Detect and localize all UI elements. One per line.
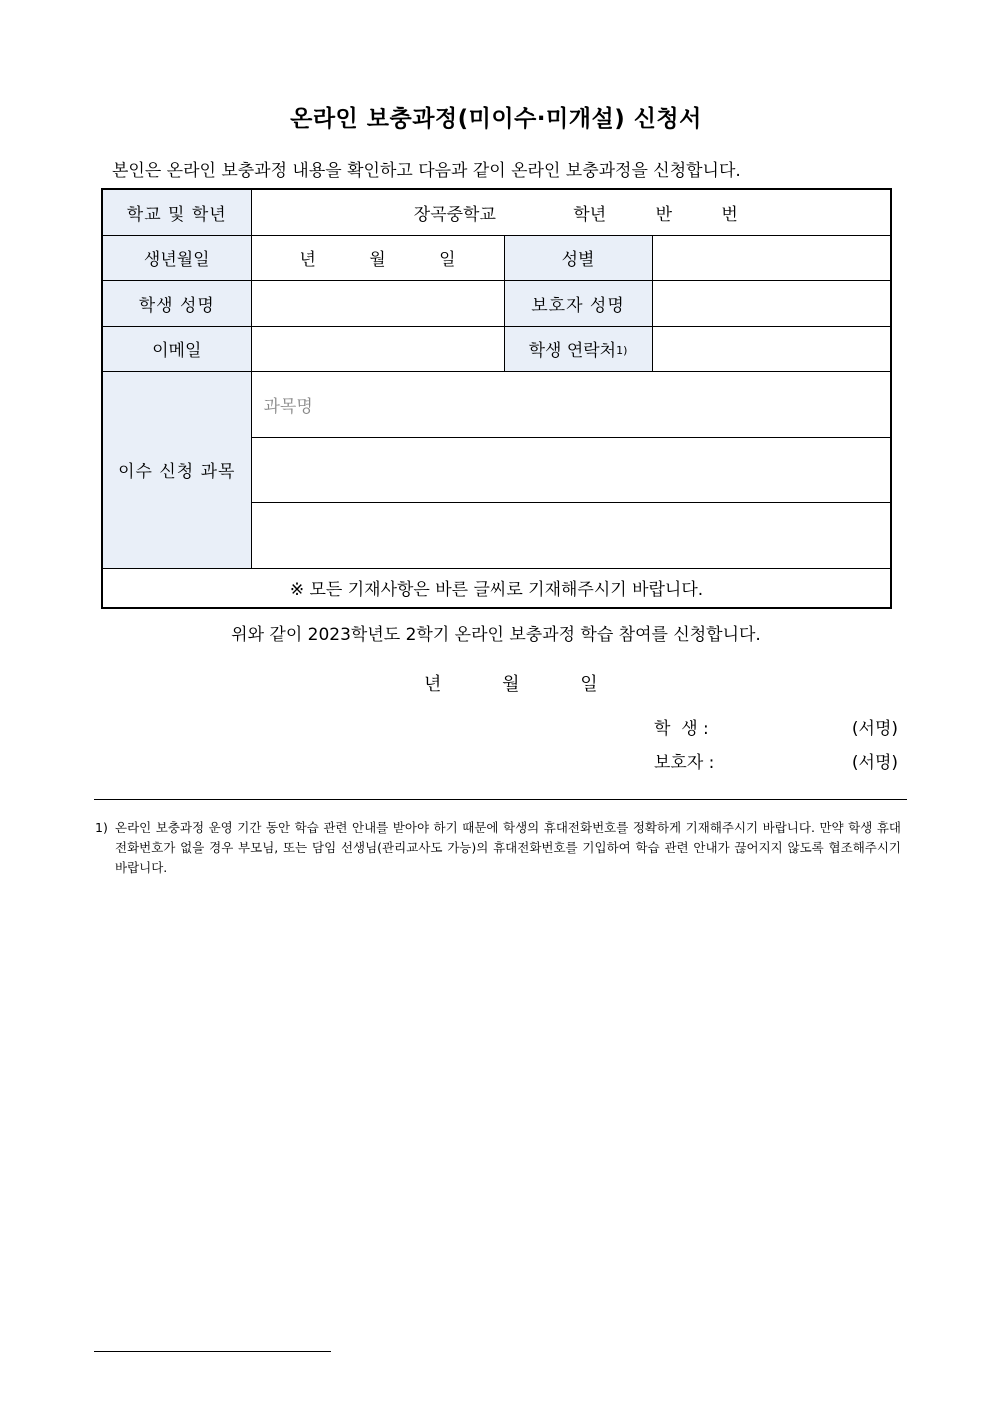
student-signature-label: 학 생 : bbox=[654, 719, 709, 739]
subject-field-2[interactable] bbox=[251, 437, 891, 502]
footnote-text: 온라인 보충과정 운영 기간 동안 학습 관련 안내를 받아야 하기 때문에 학생의 휴대전화번호를 정확하게 기재해주시기 바랍니다. 만약 학생 휴대전화번호가 없을 경우 부모님, 또는 담임 선생님(관리교사도 가능)의 휴대전화번호를 기입하여 학습 관련 안내가 끊어지지 않도록 협조해주시기 바랍니다. bbox=[115, 820, 901, 875]
birth-year-unit: 년 bbox=[299, 250, 316, 270]
guardian-name-field[interactable] bbox=[652, 280, 891, 326]
row-contact bbox=[102, 326, 891, 371]
footnote-divider-bottom bbox=[94, 1351, 331, 1352]
birth-label: 생년월일 bbox=[102, 235, 251, 280]
row-names bbox=[102, 280, 891, 326]
student-contact-label: 학생 연락처 bbox=[528, 341, 617, 361]
student-contact-label-cell bbox=[504, 326, 652, 371]
subject-field-3[interactable] bbox=[251, 502, 891, 568]
gender-field[interactable] bbox=[652, 235, 891, 280]
footnote-divider-top bbox=[94, 799, 907, 800]
application-form-table bbox=[101, 188, 892, 609]
school-grade-label: 학교 및 학년 bbox=[102, 189, 251, 235]
intro-text: 본인은 온라인 보충과정 내용을 확인하고 다음과 같이 온라인 보충과정을 신청합니다. bbox=[112, 161, 741, 181]
row-subject-1 bbox=[102, 371, 891, 437]
guardian-name-label: 보호자 성명 bbox=[504, 280, 652, 326]
row-school-grade bbox=[102, 189, 891, 235]
student-contact-field[interactable] bbox=[652, 326, 891, 371]
signature-month-unit: 월 bbox=[502, 674, 520, 695]
school-grade-field[interactable] bbox=[251, 189, 891, 235]
guardian-signature-row[interactable] bbox=[654, 748, 898, 772]
birth-field[interactable] bbox=[251, 235, 504, 280]
guardian-signature-mark: (서명) bbox=[851, 753, 898, 773]
footnote bbox=[95, 818, 901, 878]
student-name-field[interactable] bbox=[251, 280, 504, 326]
birth-day-unit: 일 bbox=[439, 250, 456, 270]
student-name-label: 학생 성명 bbox=[102, 280, 251, 326]
gender-label: 성별 bbox=[504, 235, 652, 280]
document-title: 온라인 보충과정(미이수·미개설) 신청서 bbox=[290, 106, 702, 132]
student-signature-mark: (서명) bbox=[851, 719, 898, 739]
school-name: 장곡중학교 bbox=[413, 204, 496, 225]
email-field[interactable] bbox=[251, 326, 504, 371]
guardian-signature-label: 보호자 : bbox=[654, 753, 715, 773]
pledge-text: 위와 같이 2023학년도 2학기 온라인 보충과정 학습 참여를 신청합니다. bbox=[231, 625, 761, 645]
number-unit: 번 bbox=[721, 204, 738, 225]
footnote-ref: 1) bbox=[616, 344, 628, 357]
student-signature-row[interactable] bbox=[654, 714, 898, 738]
signature-year-unit: 년 bbox=[424, 674, 442, 695]
birth-month-unit: 월 bbox=[369, 250, 386, 270]
grade-unit: 학년 bbox=[573, 204, 607, 225]
subjects-label: 이수 신청 과목 bbox=[102, 371, 251, 568]
signature-day-unit: 일 bbox=[580, 674, 598, 695]
email-label: 이메일 bbox=[102, 326, 251, 371]
footnote-number: 1) bbox=[95, 820, 108, 835]
row-birth-gender bbox=[102, 235, 891, 280]
form-notice: ※ 모든 기재사항은 바른 글씨로 기재해주시기 바랍니다. bbox=[102, 568, 891, 608]
class-unit: 반 bbox=[655, 204, 672, 225]
row-notice bbox=[102, 568, 891, 608]
subject-field-1[interactable]: 과목명 bbox=[251, 371, 891, 437]
signature-date[interactable] bbox=[424, 670, 598, 696]
